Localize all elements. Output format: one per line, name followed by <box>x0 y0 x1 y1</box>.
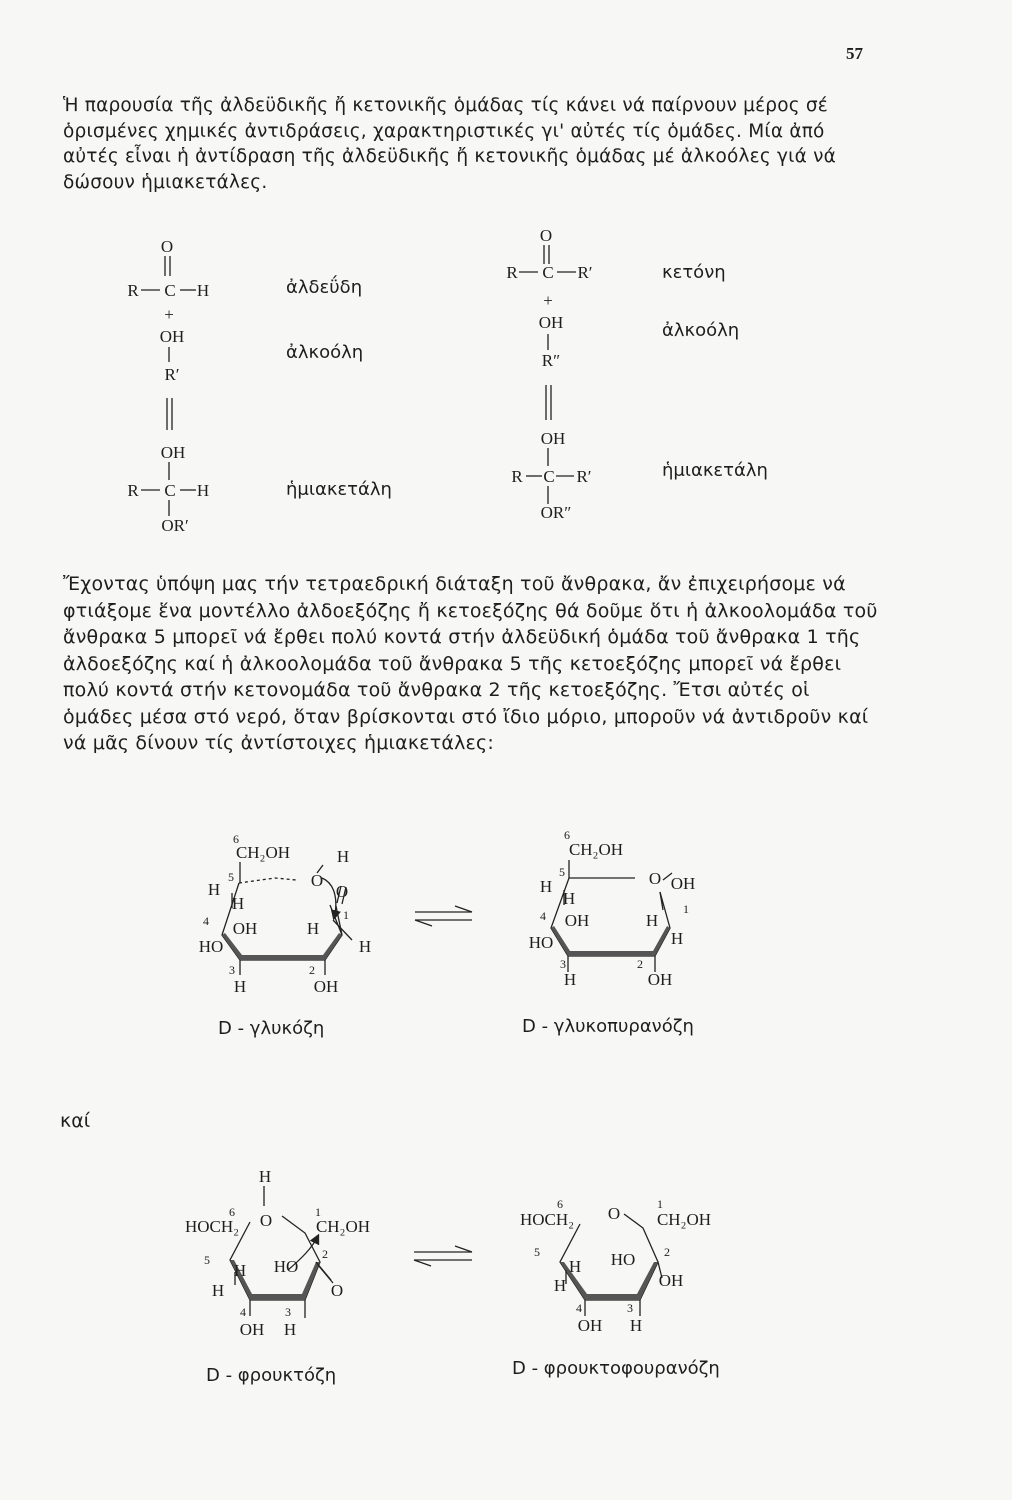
ketone-oxygen: O <box>539 226 553 245</box>
fructose-equilibrium-arrows <box>414 1246 472 1266</box>
fructose-c5-num: 5 <box>204 1253 210 1267</box>
fructofuranose-label: D - φρουκτοφουρανόζη <box>512 1358 720 1379</box>
fructofur-c5-num: 5 <box>534 1245 540 1259</box>
ketone-r: R <box>506 263 518 282</box>
glucopyr-ho: HO <box>528 933 554 952</box>
alcohol-r-1: R′ <box>164 365 180 384</box>
fructofur-h5-left: H <box>553 1276 567 1295</box>
fructose-c3-num: 3 <box>285 1305 291 1319</box>
fructose-oh4: OH <box>239 1320 265 1339</box>
hemiacetal-r-prime-2: R′ <box>576 467 592 486</box>
fructofur-c4-num: 4 <box>576 1301 582 1315</box>
glucose-c5-num: 5 <box>228 870 234 884</box>
fructofur-hoch2: HOCH₂ <box>519 1210 575 1229</box>
alcohol-label-2: ἀλκοόλη <box>662 320 740 341</box>
fructofur-oh2: OH <box>658 1271 684 1290</box>
plus-sign-1: + <box>164 305 174 324</box>
glucose-h3: H <box>233 977 247 996</box>
fructofur-oh4: OH <box>577 1316 603 1335</box>
glucose-equilibrium-arrows <box>415 906 472 926</box>
hemiacetal-hydrogen-1: H <box>196 481 210 500</box>
aldehyde-r: R <box>127 281 139 300</box>
glucose-c3-num: 3 <box>229 963 235 977</box>
glucose-oh4: OH <box>232 919 258 938</box>
glucopyr-c2-num: 2 <box>637 957 643 971</box>
glucose-h-top: H <box>336 847 350 866</box>
glucopyr-h5: H <box>562 889 576 908</box>
fructofur-ch2oh: CH₂OH <box>656 1210 712 1229</box>
glucose-c2-num: 2 <box>309 963 315 977</box>
glucopyr-c1-num: 1 <box>683 902 689 916</box>
glucose-carbonyl-o: O <box>335 882 349 901</box>
aldehyde-label: ἀλδεΰδη <box>286 277 363 298</box>
aldehyde-oxygen: O <box>160 237 174 256</box>
glucopyr-oh4: OH <box>564 911 590 930</box>
fructose-c4-num: 4 <box>240 1305 246 1319</box>
fructose-c6-num: 6 <box>229 1205 235 1219</box>
glucopyr-c6-num: 6 <box>564 828 570 842</box>
fructose-h5: H <box>233 1261 247 1280</box>
ketone-r-prime: R′ <box>577 263 593 282</box>
glucopyr-c5-num: 5 <box>559 865 565 879</box>
glucopyr-oh1: OH <box>670 874 696 893</box>
fructose-label: D - φρουκτόζη <box>206 1365 337 1386</box>
fructose-carbonyl-o: O <box>330 1281 344 1300</box>
equilibrium-arrow-2 <box>546 385 551 420</box>
alcohol-label-1: ἀλκοόλη <box>286 342 364 363</box>
fructofur-c3-num: 3 <box>627 1301 633 1315</box>
fructose-hoch2: HOCH₂ <box>184 1217 240 1236</box>
hemiacetal-carbon-2: C <box>543 467 555 486</box>
glucose-ch2oh: CH₂OH <box>235 843 291 862</box>
hemiacetal-or-2: OR″ <box>540 503 572 522</box>
fructofur-h3: H <box>629 1316 643 1335</box>
alcohol-oh-1: OH <box>159 327 185 346</box>
glucose-h5: H <box>231 894 245 913</box>
alcohol-oh-2: OH <box>538 313 564 332</box>
fructose-ring-o: O <box>259 1211 273 1230</box>
glucopyr-ch2oh: CH₂OH <box>568 840 624 859</box>
aldehyde-hydrogen: H <box>196 281 210 300</box>
fructofur-c1-num: 1 <box>657 1197 663 1211</box>
glucose-h-ring: H <box>306 919 320 938</box>
glucopyr-h3: H <box>563 970 577 989</box>
connector-word: καί <box>60 1110 91 1132</box>
aldehyde-carbon: C <box>164 281 176 300</box>
glucose-ring-o: O <box>310 871 324 890</box>
hemiacetal-label-1: ἡμιακετάλη <box>286 479 392 500</box>
body-paragraph: Ἔχοντας ὑπόψη μας τήν τετραεδρική διάταξη τοῦ ἄνθρακα, ἄν ἐπιχειρήσομε νά φτιάξομε ἕνα μοντέλλο ἀλδοεξόζης ἤ κετοεξόζης θά δοῦμε ὅτι ἡ ἀλκοολομάδα τοῦ ἄνθρακα 5 μπορεῖ νά ἔρθει πολύ κοντά στήν ἀλδεϋδική ὁμάδα τοῦ ἄνθρακα 1 τῆς ἀλδοεξόζης καί ἡ ἀλκοολομάδα τοῦ ἄνθρακα 5 τῆς κετοεξόζης μπορεῖ νά ἔρθει πολύ κοντά στήν κετονομάδα τοῦ ἄνθρακα 2 τῆς κετοεξόζης. Ἔτσι αὐτές οἱ ὁμάδες μέσα στό νερό, ὅταν βρίσκονται στό ἴδιο μόριο, μποροῦν νά ἀντιδροῦν καί νά μᾶς δίνουν τίς ἀντίστοιχες ἡμιακετάλες: <box>63 573 878 754</box>
glucopyr-h-ring: H <box>645 911 659 930</box>
ketone-carbon: C <box>542 263 554 282</box>
glucopyr-h5-left: H <box>539 877 553 896</box>
glucose-c1-num: 1 <box>343 908 349 922</box>
fructofur-h5: H <box>568 1257 582 1276</box>
glucopyr-c3-num: 3 <box>560 957 566 971</box>
glucose-h5-left: H <box>207 880 221 899</box>
fructose-c1-num: 1 <box>315 1205 321 1219</box>
ketone-label: κετόνη <box>662 262 726 283</box>
glucose-label: D - γλυκόζη <box>218 1018 325 1039</box>
page-number: 57 <box>846 44 863 63</box>
hemiacetal-r-1: R <box>127 481 139 500</box>
fructofur-c2-num: 2 <box>664 1245 670 1259</box>
glucopyr-c4-num: 4 <box>540 909 546 923</box>
fructose-h-top: H <box>258 1167 272 1186</box>
glucose-h1: H <box>358 937 372 956</box>
plus-sign-2: + <box>543 291 553 310</box>
fructofur-ho3: HO <box>610 1250 636 1269</box>
hemiacetal-label-2: ἡμιακετάλη <box>662 460 768 481</box>
hemiacetal-or-1: OR′ <box>161 516 189 535</box>
glucose-oh2: OH <box>313 977 339 996</box>
glucopyr-h1: H <box>670 929 684 948</box>
intro-paragraph: Ἡ παρουσία τῆς ἀλδεϋδικῆς ἤ κετονικῆς ὁμάδας τίς κάνει νά παίρνουν μέρος σέ ὁρισμένες χημικές ἀντιδράσεις, χαρακτηριστικές γι' αὐτές τίς ὁμάδες. Μία ἀπό αὐτές εἶναι ἡ ἀντίδραση τῆς ἀλδεϋδικῆς ἤ κετονικῆς ὁμάδας μέ ἀλκοόλες γιά νά δώσουν ἡμιακετάλες. <box>63 95 837 193</box>
hemiacetal-r-2: R <box>511 467 523 486</box>
fructofur-ring-o: O <box>607 1204 621 1223</box>
glucopyr-oh2: OH <box>647 970 673 989</box>
equilibrium-arrow-1 <box>167 398 172 430</box>
fructose-h3: H <box>283 1320 297 1339</box>
fructose-c2-num: 2 <box>322 1247 328 1261</box>
glucopyr-ring-o: O <box>648 869 662 888</box>
alcohol-r-2: R″ <box>541 351 561 370</box>
hemiacetal-oh-1: OH <box>160 443 186 462</box>
fructose-ho3: HO <box>273 1257 299 1276</box>
glucose-c6-num: 6 <box>233 832 239 846</box>
hemiacetal-carbon-1: C <box>164 481 176 500</box>
hemiacetal-oh-2: OH <box>540 429 566 448</box>
glucose-c4-num: 4 <box>203 914 209 928</box>
glucopyranose-label: D - γλυκοπυρανόζη <box>522 1016 694 1037</box>
fructose-ch2oh: CH₂OH <box>315 1217 371 1236</box>
fructose-h5-left: H <box>211 1281 225 1300</box>
glucose-ho: HO <box>198 937 224 956</box>
fructofur-c6-num: 6 <box>557 1197 563 1211</box>
